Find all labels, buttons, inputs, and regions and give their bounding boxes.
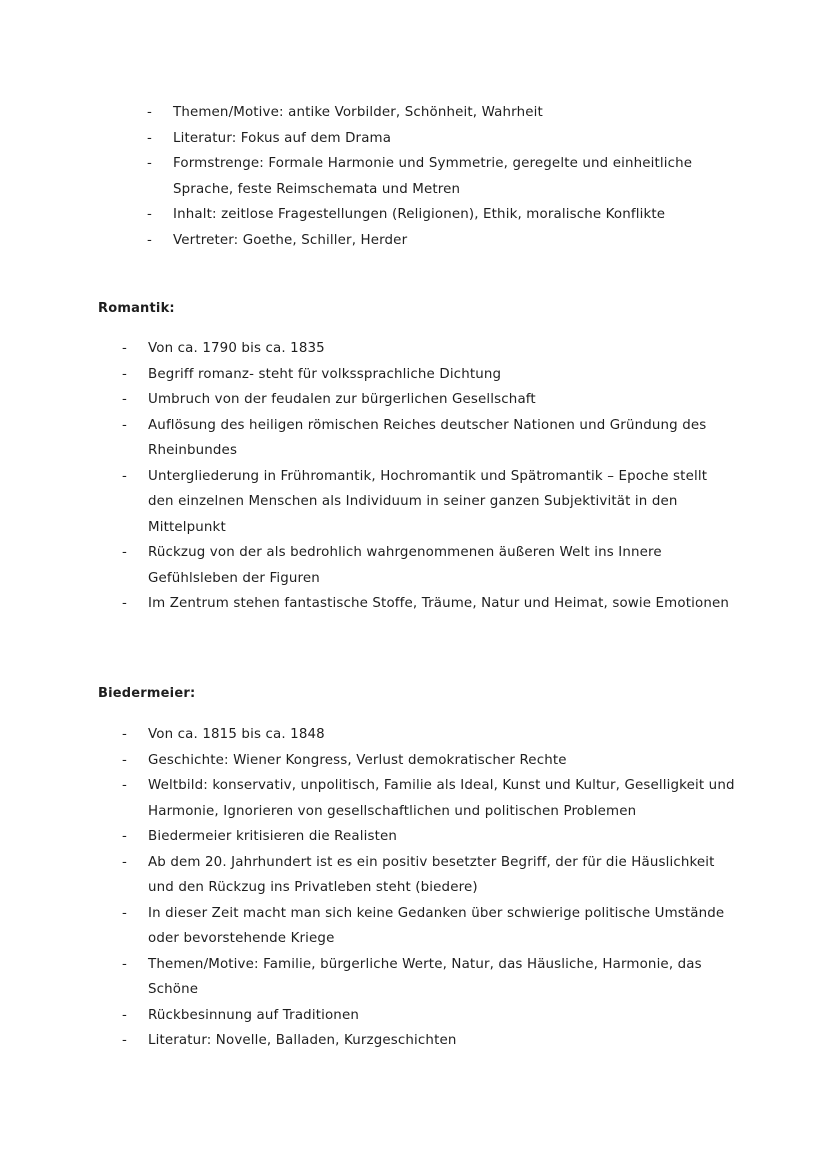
list-item [147, 151, 733, 202]
list-item [122, 1028, 738, 1054]
list-item-text: Von ca. 1815 bis ca. 1848 [148, 727, 325, 742]
list-item [122, 362, 733, 388]
list-item [122, 387, 733, 413]
bullet-dash: - [122, 545, 127, 560]
section-heading-biedermeier: Biedermeier: [98, 686, 196, 701]
biedermeier-bullet-list [122, 722, 738, 1054]
list-item [122, 413, 733, 464]
list-item [122, 748, 738, 774]
list-item-text: Themen/Motive: antike Vorbilder, Schönheit, Wahrheit [173, 105, 543, 120]
bullet-dash: - [122, 417, 127, 433]
list-item [122, 722, 738, 748]
bullet-dash: - [122, 778, 127, 793]
bullet-dash: - [122, 1007, 127, 1023]
list-item-text: Vertreter: Goethe, Schiller, Herder [173, 232, 408, 248]
list-item [122, 336, 733, 362]
bullet-dash: - [122, 905, 127, 921]
list-item-text: Rückbesinnung auf Traditionen [148, 1007, 359, 1023]
bullet-dash: - [122, 829, 127, 844]
list-item [122, 773, 738, 824]
list-item-text: Rückzug von der als bedrohlich wahrgenommenen äußeren Welt ins Innere Gefühlsleben der Figuren [148, 545, 662, 586]
list-item [147, 100, 733, 126]
klassik-bullet-list [147, 100, 733, 253]
list-item [122, 952, 738, 1003]
bullet-dash: - [147, 232, 152, 248]
romantik-bullet-list [122, 336, 733, 617]
list-item-text: Biedermeier kritisieren die Realisten [148, 829, 398, 844]
list-item [147, 202, 733, 228]
list-item [122, 591, 733, 617]
list-item-text: Weltbild: konservativ, unpolitisch, Familie als Ideal, Kunst und Kultur, Geselligkeit und Harmonie, Ignorieren von gesellschaftlichen und politischen Problemen [148, 778, 735, 819]
bullet-dash: - [122, 366, 127, 382]
list-item-text: Geschichte: Wiener Kongress, Verlust demokratischer Rechte [148, 752, 567, 768]
list-item [122, 464, 733, 541]
list-item [122, 824, 738, 850]
list-item [122, 1003, 738, 1029]
bullet-dash: - [122, 392, 127, 407]
list-item-text: Untergliederung in Frühromantik, Hochromantik und Spätromantik – Epoche stellt den einzelnen Menschen als Individuum in seiner ganzen Subjektivität in den Mittelpunkt [148, 468, 708, 535]
list-item-text: Von ca. 1790 bis ca. 1835 [148, 341, 325, 356]
list-item-text: Begriff romanz- steht für volkssprachliche Dichtung [148, 366, 502, 382]
list-item-text: Ab dem 20. Jahrhundert ist es ein positiv besetzter Begriff, der für die Häuslichkeit und den Rückzug ins Privatleben steht (biedere) [148, 854, 715, 895]
bullet-dash: - [122, 956, 127, 972]
list-item-text: Formstrenge: Formale Harmonie und Symmetrie, geregelte und einheitliche Sprache, feste Reimschemata und Metren [173, 156, 693, 197]
list-item [122, 540, 733, 591]
bullet-dash: - [147, 207, 152, 222]
bullet-dash: - [122, 752, 127, 768]
list-item-text: Umbruch von der feudalen zur bürgerlichen Gesellschaft [148, 392, 536, 407]
list-item [122, 901, 738, 952]
list-item-text: Literatur: Novelle, Balladen, Kurzgeschichten [148, 1033, 457, 1048]
bullet-dash: - [122, 1033, 127, 1048]
bullet-dash: - [122, 596, 127, 611]
list-item-text: Inhalt: zeitlose Fragestellungen (Religionen), Ethik, moralische Konflikte [173, 207, 666, 222]
bullet-dash: - [122, 341, 127, 356]
list-item-text: Themen/Motive: Familie, bürgerliche Werte, Natur, das Häusliche, Harmonie, das Schöne [148, 956, 702, 997]
list-item [122, 850, 738, 901]
bullet-dash: - [122, 727, 127, 742]
section-heading-romantik: Romantik: [98, 301, 175, 316]
bullet-dash: - [122, 854, 127, 870]
bullet-dash: - [147, 130, 152, 146]
list-item-text: Literatur: Fokus auf dem Drama [173, 130, 392, 146]
list-item-text: In dieser Zeit macht man sich keine Gedanken über schwierige politische Umstände oder bevorstehende Kriege [148, 905, 725, 946]
list-item-text: Im Zentrum stehen fantastische Stoffe, Träume, Natur und Heimat, sowie Emotionen [148, 596, 729, 611]
list-item [147, 126, 733, 152]
bullet-dash: - [147, 156, 152, 171]
list-item [147, 228, 733, 254]
bullet-dash: - [122, 468, 127, 484]
bullet-dash: - [147, 105, 152, 120]
list-item-text: Auflösung des heiligen römischen Reiches deutscher Nationen und Gründung des Rheinbundes [148, 417, 707, 458]
